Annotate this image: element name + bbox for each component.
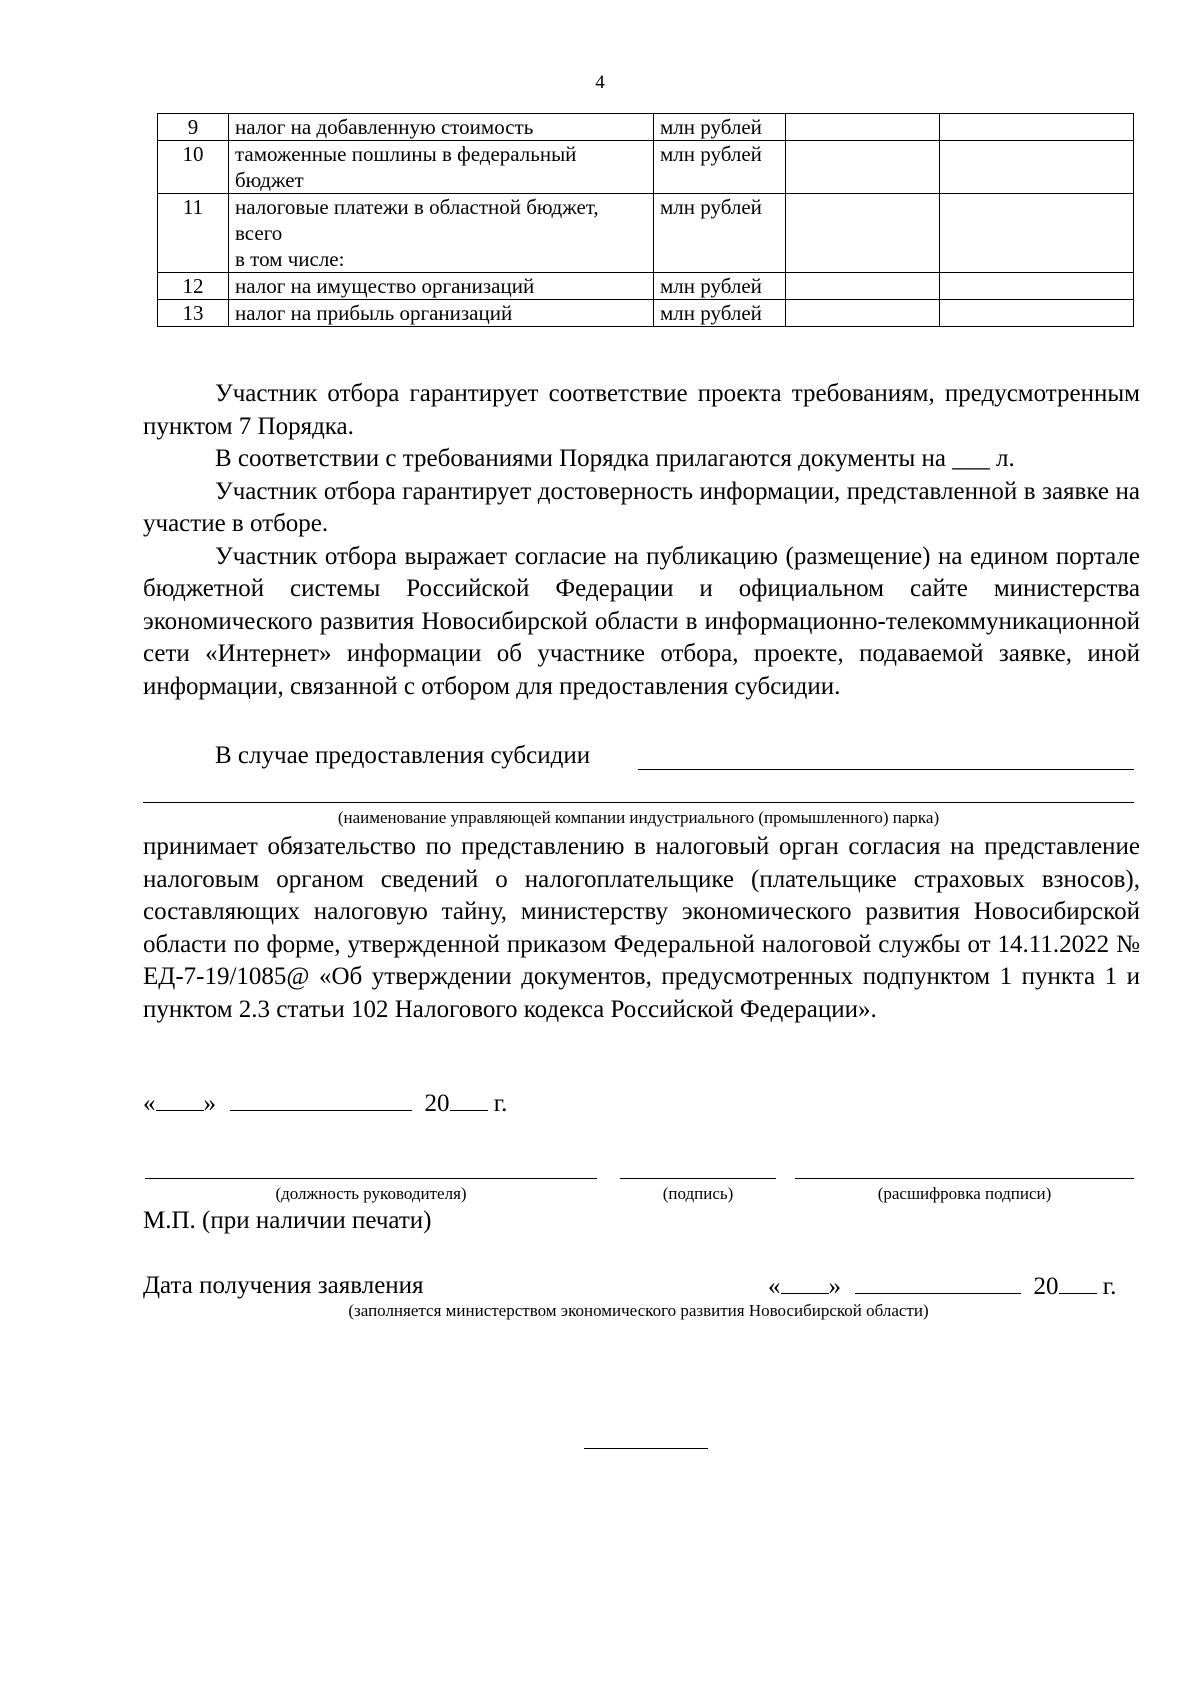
company-name-caption: (наименование управляющей компании индустриального (промышленного) парка) xyxy=(337,808,940,827)
row-value-1[interactable] xyxy=(786,194,940,273)
row-unit: млн рублей xyxy=(654,194,786,273)
date-year-prefix: 20 xyxy=(424,1090,450,1117)
documents-paragraph xyxy=(143,443,1140,476)
date-year-suffix: г. xyxy=(487,1090,508,1117)
decoding-field-line[interactable] xyxy=(795,1178,1134,1179)
date-close-quote: » xyxy=(203,1090,216,1117)
decoding-caption: (расшифровка подписи) xyxy=(877,1184,1052,1203)
documents-count-blank[interactable]: ___ xyxy=(952,445,990,472)
receipt-year-field[interactable] xyxy=(1059,1271,1097,1294)
row-value-2[interactable] xyxy=(940,300,1134,327)
row-value-2[interactable] xyxy=(940,141,1134,194)
table-row xyxy=(158,300,1134,327)
documents-unit: л. xyxy=(989,445,1015,472)
table-row xyxy=(158,194,1134,273)
receipt-month-field[interactable] xyxy=(855,1271,1021,1294)
row-value-2[interactable] xyxy=(940,114,1134,141)
obligation-paragraph: принимает обязательство по представлению в налоговый орган согласия на представление налоговым органом сведений о налогоплательщике (плательщике страховых взносов), составляющих налоговую тайну, министерству экономического развития Новосибирской области по форме, утвержденной приказом Федеральной налоговой службы от 14.11.2022 № ЕД-7-19/1085@ «Об утверждении документов, предусмотренных подпунктом 1 пункта 1 и пунктом 2.3 статьи 102 Налогового кодекса Российской Федерации». xyxy=(143,833,1140,1023)
receipt-close-quote: » xyxy=(828,1273,841,1300)
receipt-year-suffix: г. xyxy=(1096,1273,1117,1300)
row-unit: млн рублей xyxy=(654,273,786,300)
row-name: налог на прибыль организаций xyxy=(229,300,654,327)
row-number: 12 xyxy=(158,273,229,300)
receipt-label: Дата получения заявления xyxy=(143,1272,424,1299)
row-unit: млн рублей xyxy=(654,141,786,194)
row-value-1[interactable] xyxy=(786,300,940,327)
date-line xyxy=(143,1088,507,1119)
company-name-field-line-2[interactable] xyxy=(143,802,1134,803)
consent-paragraph: Участник отбора выражает согласие на публикацию (размещение) на едином портале бюджетной системы Российской Федерации и официальном сайте министерства экономического развития Новосибирской области в информационно-телекоммуникационной сети «Интернет» информации об участнике отбора, проекте, подаваемой заявке, иной информации, связанной с отбором для предоставления субсидии. xyxy=(143,542,1140,700)
row-name-cell xyxy=(229,194,654,273)
table-row xyxy=(158,273,1134,300)
row-unit: млн рублей xyxy=(654,300,786,327)
row-name: таможенные пошлины в федеральный бюджет xyxy=(229,141,654,194)
table-row xyxy=(158,114,1134,141)
receipt-day-field[interactable] xyxy=(781,1271,829,1294)
obligation-block xyxy=(143,831,1140,1026)
guarantee-paragraph: Участник отбора гарантирует соответствие проекта требованиям, предусмотренным пунктом 7 Порядка. xyxy=(143,380,1140,440)
receipt-caption: (заполняется министерством экономического развития Новосибирской области) xyxy=(348,1301,929,1320)
position-caption: (должность руководителя) xyxy=(275,1184,467,1203)
signature-caption: (подпись) xyxy=(662,1184,734,1203)
date-open-quote: « xyxy=(143,1090,156,1117)
position-field-line[interactable] xyxy=(145,1178,597,1179)
row-number: 10 xyxy=(158,141,229,194)
end-of-document-line xyxy=(584,1448,708,1449)
row-number: 11 xyxy=(158,194,229,273)
row-value-1[interactable] xyxy=(786,141,940,194)
receipt-year-prefix: 20 xyxy=(1033,1273,1059,1300)
row-unit: млн рублей xyxy=(654,114,786,141)
row-name: налоговые платежи в областной бюджет, всего xyxy=(235,195,599,245)
receipt-date-line xyxy=(768,1271,1116,1302)
row-name-extra: в том числе: xyxy=(235,247,345,271)
row-value-1[interactable] xyxy=(786,273,940,300)
page-number: 4 xyxy=(595,72,605,93)
receipt-open-quote: « xyxy=(768,1273,781,1300)
paragraphs-block xyxy=(143,378,1140,703)
row-name: налог на добавленную стоимость xyxy=(229,114,654,141)
row-value-2[interactable] xyxy=(940,194,1134,273)
date-year-field[interactable] xyxy=(450,1088,488,1111)
stamp-note: М.П. (при наличии печати) xyxy=(143,1207,432,1234)
date-day-field[interactable] xyxy=(156,1088,204,1111)
row-value-2[interactable] xyxy=(940,273,1134,300)
subsidy-case-label: В случае предоставления субсидии xyxy=(215,742,591,769)
row-number: 13 xyxy=(158,300,229,327)
company-name-field-line-1[interactable] xyxy=(638,769,1134,770)
row-number: 9 xyxy=(158,114,229,141)
documents-text: В соответствии с требованиями Порядка прилагаются документы на xyxy=(215,445,953,472)
date-month-field[interactable] xyxy=(230,1088,412,1111)
row-name: налог на имущество организаций xyxy=(229,273,654,300)
indicators-table xyxy=(157,113,1134,327)
signature-field-line[interactable] xyxy=(620,1178,776,1179)
table-row xyxy=(158,141,1134,194)
reliability-paragraph: Участник отбора гарантирует достоверность информации, представленной в заявке на участие в отборе. xyxy=(143,477,1140,537)
row-value-1[interactable] xyxy=(786,114,940,141)
